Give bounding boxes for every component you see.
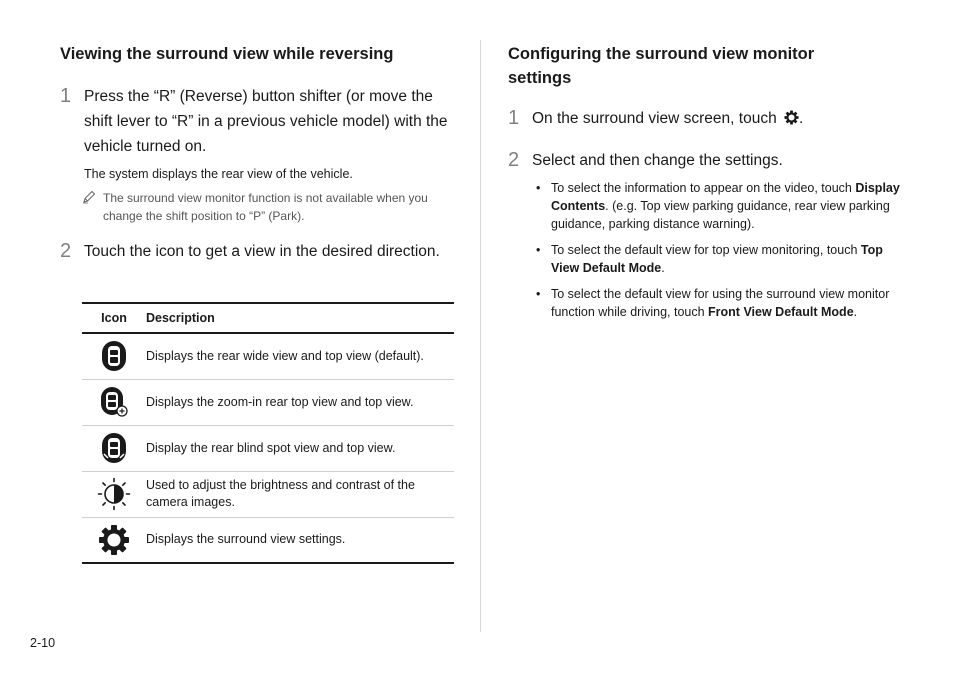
step-text: Select and then change the settings. [532,152,783,169]
table-cell-description: Displays the zoom-in rear top view and top view. [146,379,454,425]
table-row [82,333,454,379]
table-row [82,517,454,563]
menu-option-display-contents: Display Contents [551,181,900,213]
pencil-icon [82,190,96,209]
right-column [508,42,900,329]
table-header-row [82,303,454,333]
table-cell-description: Displays the rear wide view and top view (default). [146,333,454,379]
bullet-text: To select the information to appear on the video, touch [551,181,856,195]
rear-blind-spot-view-icon[interactable] [82,432,146,464]
list-item [551,179,900,233]
bullet-text: . (e.g. Top view parking guidance, rear view parking guidance, parking distance warning). [551,199,890,231]
step-2 [508,148,900,173]
step-2 [60,239,454,264]
table-cell-description: Displays the surround view settings. [146,517,454,563]
table-row [82,425,454,471]
list-item [551,241,900,277]
note-text: The surround view monitor function is not available when you change the shift position to “P” (Park). [103,191,428,223]
gear-icon[interactable] [82,524,146,556]
column-header-icon: Icon [82,303,146,333]
table-cell-description: Display the rear blind spot view and top view. [146,425,454,471]
step-1 [508,106,900,133]
left-column [60,42,454,264]
column-divider [480,40,481,632]
settings-bullet-list [508,179,900,321]
step-number: 2 [508,149,520,171]
zoom-in-rear-top-view-icon[interactable] [82,386,146,418]
bullet-text: To select the default view for top view monitoring, touch [551,243,861,257]
step-text-end: . [799,110,804,127]
table-row [82,471,454,517]
bullet-text: . [853,305,858,319]
icon-description-table [82,302,454,564]
page-number: 2-10 [30,636,56,650]
rear-wide-top-view-icon[interactable] [82,340,146,372]
menu-option-top-view-default-mode: Top View Default Mode [551,243,883,275]
step-number: 1 [508,107,520,129]
note [60,189,454,225]
list-item [551,285,900,321]
table-row [82,379,454,425]
step-text: Press the “R” (Reverse) button shifter (or move the shift lever to “R” in a previous vehicle model) with the vehicle turned on. [84,88,448,155]
menu-option-front-view-default-mode: Front View Default Mode [708,305,854,319]
step-number: 1 [60,85,72,107]
gear-icon[interactable] [784,108,799,133]
section-title-settings: Configuring the surround view monitor settings [508,45,815,87]
step-1-result: The system displays the rear view of the vehicle. [84,167,353,181]
step-text: Touch the icon to get a view in the desired direction. [84,243,440,260]
column-header-description: Description [146,303,454,333]
bullet-text: To select the default view for using the surround view monitor function while driving, touch [551,287,890,319]
brightness-contrast-icon[interactable] [82,477,146,511]
step-number: 2 [60,240,72,262]
table-cell-description: Used to adjust the brightness and contrast of the camera images. [146,471,454,517]
bullet-text: . [661,261,665,275]
step-text: On the surround view screen, touch [532,110,777,127]
step-1 [60,84,454,159]
section-title-reversing: Viewing the surround view while reversing [60,45,394,63]
